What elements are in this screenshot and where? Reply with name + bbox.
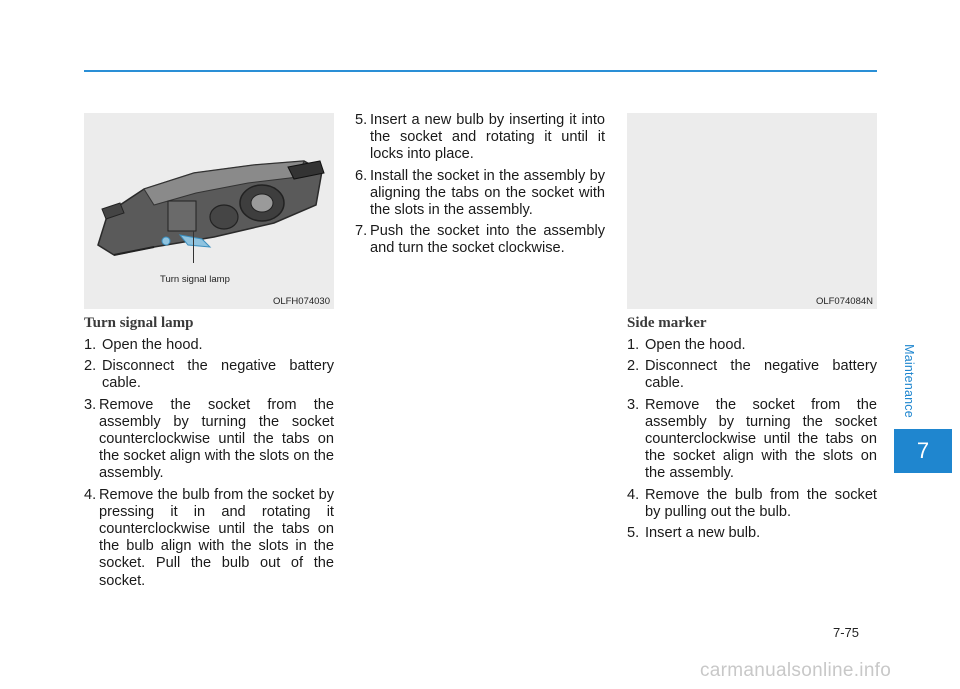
figure-code: OLF074084N	[815, 296, 873, 307]
step-text: Insert a new bulb.	[645, 525, 761, 542]
step-number: 4.	[627, 486, 640, 503]
turn-signal-steps-continued	[355, 112, 605, 258]
list-item	[627, 525, 877, 542]
header-rule	[84, 70, 877, 72]
step-text: Remove the socket from the assembly by turning the socket counterclockwise until the tabs on the socket align with the slots on the assembly.	[645, 396, 877, 482]
step-text: Remove the socket from the assembly by turning the socket counterclockwise until the tabs on the socket align with the slots on the assembly.	[99, 396, 334, 482]
step-text: Disconnect the negative battery cable.	[645, 358, 877, 392]
list-item	[84, 358, 334, 392]
list-item	[84, 337, 334, 354]
chapter-tab-label	[897, 335, 921, 427]
section-heading: Turn signal lamp	[84, 315, 194, 331]
side-marker-steps	[627, 337, 877, 542]
step-text: Open the hood.	[102, 337, 203, 353]
section-heading: Side marker	[627, 315, 707, 331]
step-number: 2.	[84, 358, 97, 375]
step-number: 3.	[627, 396, 640, 413]
list-item	[627, 337, 877, 354]
turn-signal-callout: Turn signal lamp	[160, 274, 230, 285]
list-item	[84, 397, 334, 483]
step-number: 4.	[84, 486, 97, 503]
figure-code: OLFH074030	[272, 296, 330, 307]
step-text: Open the hood.	[645, 337, 746, 353]
list-item	[627, 487, 877, 521]
turn-signal-steps	[84, 337, 334, 590]
step-number: 1.	[84, 337, 97, 353]
list-item	[627, 397, 877, 483]
list-item	[355, 112, 605, 164]
step-text: Insert a new bulb by inserting it into the socket and rotating it until it locks into place.	[370, 112, 605, 163]
list-item	[355, 223, 605, 257]
page-number: 7-75	[833, 625, 860, 640]
step-number: 2.	[627, 358, 640, 375]
chapter-title: Maintenance	[902, 344, 916, 418]
callout-leader-line	[193, 231, 194, 263]
list-item	[355, 168, 605, 220]
turn-signal-section-continued	[355, 112, 605, 262]
turn-signal-section	[84, 314, 334, 594]
step-number: 7.	[355, 223, 368, 240]
step-number: 6.	[355, 167, 368, 184]
step-text: Push the socket into the assembly and turn the socket clockwise.	[370, 223, 605, 257]
step-number: 3.	[84, 396, 97, 413]
step-number: 5.	[627, 525, 640, 542]
step-number: 5.	[355, 112, 368, 128]
watermark: carmanualsonline.info	[700, 660, 892, 681]
headlamp-figure	[84, 113, 334, 309]
step-text: Install the socket in the assembly by aligning the tabs on the socket with the slots in the assembly.	[370, 167, 605, 219]
step-text: Remove the bulb from the socket by pressing it in and rotating it counterclockwise until the tabs on the bulb align with the slots in the socket. Pull the bulb out of the socket.	[99, 486, 334, 589]
side-marker-figure	[627, 113, 877, 309]
step-text: Remove the bulb from the socket by pulling out the bulb.	[645, 486, 877, 520]
step-number: 1.	[627, 337, 640, 353]
list-item	[84, 487, 334, 590]
chapter-number-badge: 7	[894, 429, 952, 473]
step-text: Disconnect the negative battery cable.	[102, 358, 334, 392]
list-item	[627, 358, 877, 392]
side-marker-section	[627, 314, 877, 546]
